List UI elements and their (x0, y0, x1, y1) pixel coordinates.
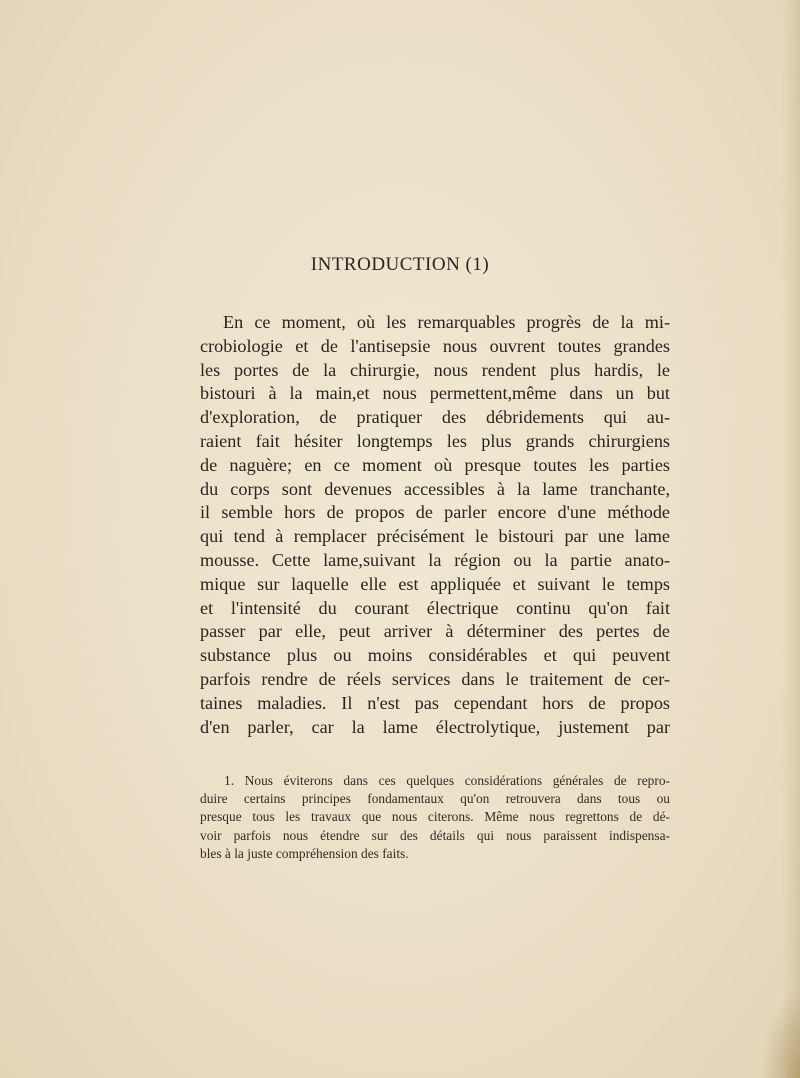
body-line: passer par elle, peut arriver à déterminer des pertes de (200, 621, 670, 642)
body-line: qui tend à remplacer précisément le bistouri par une lame (200, 526, 670, 547)
body-line: crobiologie et de l'antisepsie nous ouvrent toutes grandes (200, 335, 670, 356)
body-line: bistouri à la main,et nous permettent,même dans un but (200, 383, 670, 404)
page-edge-shadow (782, 0, 800, 1078)
body-line: mique sur laquelle elle est appliquée et suivant le temps (200, 573, 670, 594)
body-line: En ce moment, où les remarquables progrès de la mi- (223, 312, 670, 332)
footnote-line: duire certains principes fondamentaux qu'on retrouvera dans tous ou (200, 791, 670, 807)
footnote-line: bles à la juste compréhension des faits. (200, 845, 409, 861)
body-line: substance plus ou moins considérables et qui peuvent (200, 645, 670, 666)
page-corner-stain (760, 988, 800, 1078)
body-line: les portes de la chirurgie, nous rendent plus hardis, le (200, 359, 670, 380)
body-line: du corps sont devenues accessibles à la lame tranchante, (200, 478, 670, 499)
footnote (200, 772, 670, 863)
body-line: d'exploration, de pratiquer des débridements qui au- (200, 407, 670, 428)
body-line: et l'intensité du courant électrique continu qu'on fait (200, 597, 670, 618)
footnote-line: voir parfois nous étendre sur des détails qui nous paraissent indispensa- (200, 827, 670, 843)
body-line: mousse. Cette lame,suivant la région ou la partie anato- (200, 549, 670, 570)
footnote-line: 1. Nous éviterons dans ces quelques considérations générales de repro- (224, 773, 670, 788)
body-line: taines maladies. Il n'est pas cependant hors de propos (200, 692, 670, 713)
body-line: raient fait hésiter longtemps les plus grands chirurgiens (200, 430, 670, 451)
footnote-line: presque tous les travaux que nous citerons. Même nous regrettons de dé- (200, 809, 670, 825)
body-paragraph (200, 311, 670, 739)
body-line: il semble hors de propos de parler encore d'une méthode (200, 502, 670, 523)
body-line: parfois rendre de réels services dans le traitement de cer- (200, 668, 670, 689)
body-line: de naguère; en ce moment où presque toutes les parties (200, 454, 670, 475)
body-line: d'en parler, car la lame électrolytique, justement par (200, 716, 670, 737)
chapter-title: INTRODUCTION (1) (310, 254, 490, 275)
